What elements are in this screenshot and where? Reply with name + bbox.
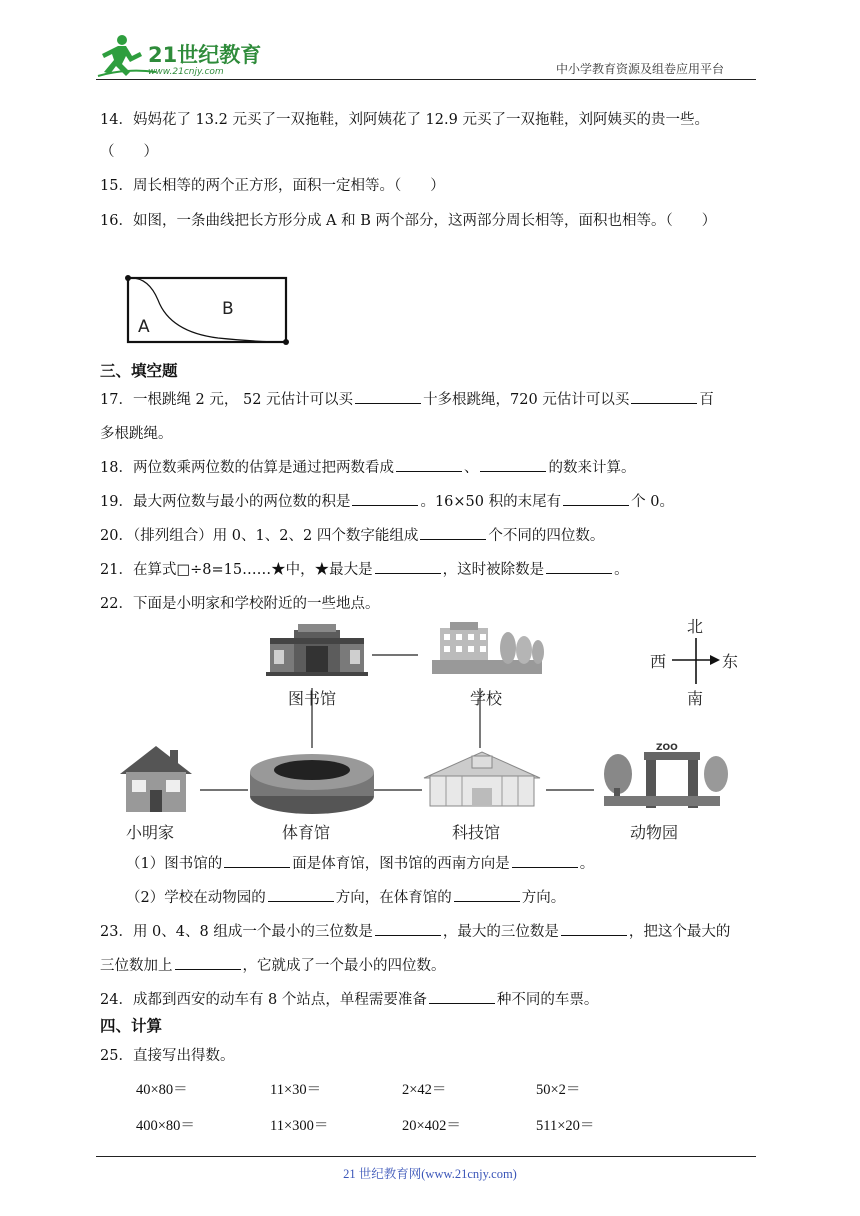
q22-intro: 22．下面是小明家和学校附近的一些地点。 — [100, 596, 380, 612]
q22-sub1-blank-1[interactable] — [224, 854, 290, 868]
library-label: 图书馆 — [288, 689, 337, 708]
q19-blank-2[interactable] — [563, 492, 629, 506]
logo-text: 21世纪教育 — [148, 43, 262, 67]
q16-figure — [118, 270, 298, 350]
science-museum-icon — [424, 752, 540, 806]
q22-sub2-b: 方向，在体育馆的 — [335, 890, 452, 906]
q17-line2: 多根跳绳。 — [100, 426, 173, 442]
q19-blank-1[interactable] — [352, 492, 418, 506]
q22-sub1-blank-2[interactable] — [512, 854, 578, 868]
q22-sub2-blank-2[interactable] — [454, 888, 520, 902]
q25-intro: 25．直接写出得数。 — [100, 1048, 235, 1064]
q21 — [100, 558, 629, 579]
q21-a: 21．在算式□÷8=15……★中，★最大是 — [100, 562, 373, 578]
compass-north: 北 — [687, 617, 704, 636]
q23-line2a: 三位数加上 — [100, 958, 173, 974]
zoo-label: 动物园 — [630, 823, 679, 842]
q20-a: 20．（排列组合）用 0、1、2、2 四个数字能组成 — [100, 528, 419, 544]
header-divider — [96, 79, 756, 80]
logo — [96, 32, 266, 80]
compass-west: 西 — [650, 652, 667, 671]
q18-c: 的数来计算。 — [548, 460, 636, 476]
q21-c: 。 — [614, 562, 629, 578]
q17-a: 17．一根跳绳 2 元， 52 元估计可以买 — [100, 392, 354, 408]
q17-blank-2[interactable] — [631, 390, 697, 404]
q23-blank-2[interactable] — [561, 922, 627, 936]
section3-heading: 三、填空题 — [100, 362, 178, 380]
footer-divider — [96, 1156, 756, 1157]
q17-line1 — [100, 388, 714, 409]
q21-b: ，这时被除数是 — [442, 562, 545, 578]
compass-south: 南 — [687, 689, 704, 708]
q18-blank-2[interactable] — [480, 458, 546, 472]
q17-c: 百 — [699, 392, 714, 408]
q19 — [100, 490, 674, 511]
logo-url: www.21cnjy.com — [148, 67, 224, 77]
school-label: 学校 — [470, 689, 503, 708]
school-icon — [432, 622, 544, 674]
q22-sub2-a: （2）学校在动物园的 — [126, 890, 266, 906]
q23-line2b: ，它就成了一个最小的四位数。 — [242, 958, 446, 974]
compass-east: 东 — [722, 652, 739, 671]
q23-blank-3[interactable] — [175, 956, 241, 970]
region-a-label: A — [138, 317, 150, 337]
q23-line1 — [100, 920, 730, 941]
q25-item: 400×80＝ — [136, 1118, 195, 1134]
compass-icon — [672, 638, 720, 684]
q18-blank-1[interactable] — [396, 458, 462, 472]
q23-b: ，最大的三位数是 — [442, 924, 559, 940]
q22-sub2-c: 方向。 — [521, 890, 566, 906]
section4-heading: 四、计算 — [100, 1017, 163, 1035]
q19-a: 19．最大两位数与最小的两位数的积是 — [100, 494, 351, 510]
q25-item: 2×42＝ — [402, 1082, 447, 1098]
q19-b: 。16×50 积的末尾有 — [420, 494, 562, 510]
q14-line1: 14．妈妈花了 13.2 元买了一双拖鞋，刘阿姨花了 12.9 元买了一双拖鞋，刘阿姨买的贵一些。 — [100, 112, 709, 128]
q24 — [100, 988, 598, 1009]
q21-blank-1[interactable] — [375, 560, 441, 574]
q23-line2 — [100, 954, 446, 975]
q22-map — [100, 612, 760, 846]
q20 — [100, 524, 604, 545]
q16-text: 16．如图，一条曲线把长方形分成 A 和 B 两个部分，这两部分周长相等，面积也相等。（ ） — [100, 213, 717, 229]
q17-blank-1[interactable] — [355, 390, 421, 404]
q14-line2: （ ） — [100, 144, 158, 160]
q19-c: 个 0。 — [631, 494, 674, 510]
q23-a: 23．用 0、4、8 组成一个最小的三位数是 — [100, 924, 373, 940]
q25-item: 40×80＝ — [136, 1082, 188, 1098]
q18-a: 18．两位数乘两位数的估算是通过把两数看成 — [100, 460, 394, 476]
q24-a: 24．成都到西安的动车有 8 个站点，单程需要准备 — [100, 992, 427, 1008]
q22-sub2-blank-1[interactable] — [268, 888, 334, 902]
home-label: 小明家 — [126, 823, 175, 842]
q18 — [100, 456, 635, 477]
q21-blank-2[interactable] — [546, 560, 612, 574]
library-icon — [266, 624, 368, 676]
science-label: 科技馆 — [452, 823, 501, 842]
q20-blank-1[interactable] — [420, 526, 486, 540]
q25-item: 511×20＝ — [536, 1118, 595, 1134]
q25-item: 20×402＝ — [402, 1118, 461, 1134]
q22-sub1-a: （1）图书馆的 — [126, 856, 223, 872]
q22-sub1 — [126, 852, 594, 873]
q18-b: 、 — [463, 460, 479, 476]
q17-b: 十多根跳绳，720 元估计可以买 — [423, 392, 630, 408]
q24-blank-1[interactable] — [429, 990, 495, 1004]
q25-item: 50×2＝ — [536, 1082, 581, 1098]
q20-b: 个不同的四位数。 — [488, 528, 605, 544]
q22-sub1-c: 。 — [579, 856, 595, 872]
q22-sub2 — [126, 886, 565, 907]
q15-text: 15．周长相等的两个正方形，面积一定相等。（ ） — [100, 178, 445, 194]
home-icon — [120, 746, 192, 812]
zoo-icon — [604, 752, 728, 808]
zoo-sign: ZOO — [656, 743, 678, 753]
q23-blank-1[interactable] — [375, 922, 441, 936]
header-right-text: 中小学教育资源及组卷应用平台 — [556, 62, 725, 76]
q23-c: ，把这个最大的 — [628, 924, 731, 940]
stadium-icon — [250, 754, 374, 814]
q22-sub1-b: 面是体育馆，图书馆的西南方向是 — [292, 856, 510, 872]
q24-b: 种不同的车票。 — [496, 992, 599, 1008]
q25-item: 11×30＝ — [270, 1082, 322, 1098]
region-b-label: B — [222, 299, 234, 319]
stadium-label: 体育馆 — [282, 823, 331, 842]
q25-item: 11×300＝ — [270, 1118, 329, 1134]
footer-text: 21 世纪教育网(www.21cnjy.com) — [343, 1167, 517, 1181]
